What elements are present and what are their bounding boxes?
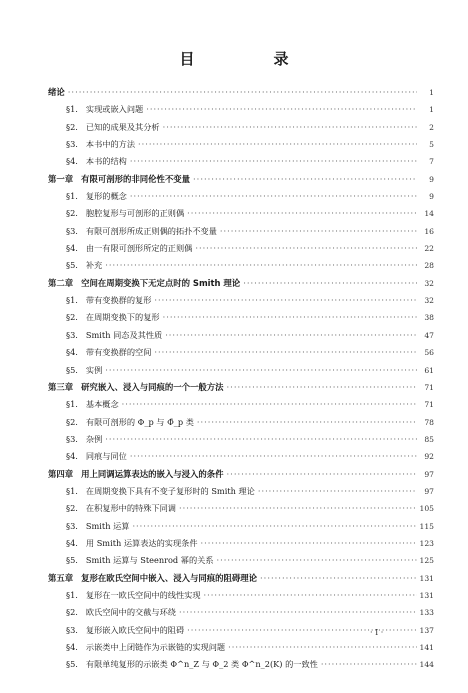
page-number: 133 — [419, 608, 434, 618]
section-title: 复形的概念 — [85, 191, 127, 202]
chapter-title: 绪论 — [48, 87, 65, 97]
section-title: 本书的结构 — [85, 156, 127, 167]
toc-entry-label — [66, 622, 184, 639]
dot-leader — [105, 431, 417, 448]
toc-chapter-row[interactable] — [48, 379, 434, 396]
toc-chapter-row[interactable] — [48, 466, 434, 483]
toc-entry-label — [66, 101, 143, 118]
dot-leader — [228, 639, 416, 656]
toc-section-row[interactable] — [48, 292, 434, 309]
page-number: 141 — [419, 643, 434, 652]
page-number: 32 — [424, 296, 434, 306]
toc-section-row[interactable] — [48, 396, 434, 413]
dot-leader — [201, 535, 417, 552]
section-number: §2. — [66, 121, 78, 132]
page-number: 2 — [429, 122, 434, 132]
section-title: 复形在一欧氏空间中的线性实现 — [85, 589, 201, 600]
chapter-title: 研究嵌入、浸入与同痕的一个一般方法 — [81, 381, 224, 392]
dot-leader — [130, 188, 417, 205]
toc-section-row[interactable] — [48, 344, 434, 361]
dot-leader — [187, 205, 417, 222]
section-number: §4. — [66, 451, 78, 462]
section-number: §3. — [66, 520, 78, 531]
toc-section-row[interactable] — [48, 604, 434, 621]
page-number: 78 — [424, 417, 434, 427]
toc-section-row[interactable] — [48, 309, 434, 326]
chapter-number: 第四章 — [48, 468, 74, 479]
section-number: §5. — [66, 364, 78, 375]
section-title: 本书中的方法 — [85, 139, 136, 150]
toc-section-row[interactable] — [48, 153, 434, 170]
dot-leader — [179, 500, 417, 517]
dot-leader — [130, 448, 417, 465]
dot-leader — [197, 414, 417, 431]
toc-entry-label — [66, 518, 129, 535]
toc-section-row[interactable] — [48, 136, 434, 153]
section-title: 实现或嵌入问题 — [85, 104, 144, 115]
toc-section-row[interactable] — [48, 431, 434, 448]
section-title: 在积复形中的特殊下同调 — [85, 503, 176, 514]
toc-chapter-row[interactable] — [48, 275, 434, 292]
toc-section-row[interactable] — [48, 535, 434, 552]
toc-section-row[interactable] — [48, 552, 434, 569]
chapter-number: 第二章 — [48, 277, 74, 288]
toc-entry-label — [48, 171, 190, 188]
toc-entry-label — [66, 136, 135, 153]
section-number: §2. — [66, 503, 78, 514]
section-title: 示嵌类中上闭链作为示嵌链的实现问题 — [85, 642, 226, 652]
dot-leader — [258, 483, 417, 500]
section-title: 有限可剖形所成正则偶的拓扑不变量 — [85, 225, 217, 236]
toc-entry-label — [66, 188, 127, 205]
section-title: 基本概念 — [85, 399, 119, 410]
dot-leader — [163, 119, 417, 136]
page-number: 125 — [419, 556, 434, 566]
toc-entry-label — [66, 309, 160, 326]
toc-section-row[interactable] — [48, 101, 434, 118]
toc-entry-label — [66, 327, 162, 344]
section-number: §3. — [66, 624, 78, 635]
section-title: 有限可剖形的 Φ_p 与 Φ̃_p 类 — [85, 416, 194, 427]
page-number: 1 — [429, 88, 434, 97]
toc-entry-label — [48, 379, 224, 396]
page-folio: · I · — [370, 628, 384, 637]
dot-leader — [321, 656, 417, 673]
section-title: 欧氏空间中的交截与环绕 — [85, 607, 176, 618]
chapter-number: 第一章 — [48, 173, 74, 184]
toc-section-row[interactable] — [48, 587, 434, 604]
toc-entry-label — [66, 119, 160, 136]
chapter-title: 空间在周期变换下无定点时的 Smith 理论 — [81, 277, 241, 288]
dot-leader — [138, 136, 417, 153]
section-number: §2. — [66, 607, 78, 618]
dot-leader — [195, 240, 417, 257]
dot-leader — [165, 327, 417, 344]
section-number: §4. — [66, 537, 78, 548]
section-number: §2. — [66, 312, 78, 323]
page-number: 28 — [424, 261, 434, 271]
page-number: 123 — [419, 538, 434, 548]
page-number: 71 — [424, 382, 434, 392]
page-number: 47 — [424, 330, 434, 340]
toc-entry-label — [48, 466, 224, 483]
toc-entry-label — [66, 153, 127, 170]
section-number: §5. — [66, 260, 78, 271]
toc-entry-label — [66, 362, 102, 379]
toc-section-row[interactable] — [48, 656, 434, 673]
section-title: 杂例 — [85, 433, 103, 444]
page-number: 5 — [429, 140, 434, 150]
toc-section-row[interactable] — [48, 518, 434, 535]
page-number: 61 — [424, 365, 434, 375]
section-number: §5. — [66, 555, 78, 566]
toc-entry-label — [66, 257, 102, 274]
page-number: 14 — [424, 209, 434, 219]
section-title: 有限单纯复形的示嵌类 Φ^n_Z 与 Φ_2 类 Φ^n_2(K) 的一致性 — [85, 659, 318, 670]
toc-section-row[interactable] — [48, 500, 434, 517]
section-title: 已知的成果及其分析 — [85, 121, 160, 132]
section-title: 实例 — [85, 364, 103, 375]
toc-section-row[interactable] — [48, 257, 434, 274]
dot-leader — [227, 379, 418, 396]
toc-chapter-row[interactable] — [48, 171, 434, 188]
toc-entry-label — [66, 656, 318, 673]
section-title: 同痕与同位 — [85, 451, 127, 462]
toc-section-row[interactable] — [48, 448, 434, 465]
toc-entry-label — [66, 604, 176, 621]
toc-section-row[interactable] — [48, 639, 434, 656]
toc-chapter-row[interactable] — [48, 84, 434, 101]
section-title: 用 Smith 运算表达的实现条件 — [85, 537, 198, 548]
dot-leader — [193, 171, 417, 188]
section-title: 补充 — [85, 260, 103, 271]
page-number: 131 — [419, 590, 434, 600]
page-number: 115 — [419, 521, 434, 531]
section-number: §1. — [66, 589, 78, 600]
page-number: 1 — [429, 105, 434, 115]
section-number: §1. — [66, 191, 78, 202]
dot-leader — [179, 604, 417, 621]
toc-section-row[interactable] — [48, 483, 434, 500]
dot-leader — [105, 257, 417, 274]
dot-leader — [204, 587, 417, 604]
toc-entry-label — [48, 570, 257, 587]
dot-leader — [122, 396, 417, 413]
section-number: §3. — [66, 433, 78, 444]
toc-entry-label — [66, 292, 151, 309]
dot-leader — [163, 309, 417, 326]
section-number: §1. — [66, 399, 78, 410]
page-title: 目 录 — [179, 50, 321, 68]
section-number: §4. — [66, 243, 78, 254]
page-number: 131 — [419, 573, 434, 583]
dot-leader — [260, 570, 417, 587]
section-title: 在周期变换下具有不变子复形时的 Smith 理论 — [85, 485, 255, 496]
page-number: 97 — [424, 469, 434, 479]
chapter-title: 复形在欧氏空间中嵌入、浸入与同痕的阻碍理论 — [81, 572, 257, 583]
dot-leader — [130, 153, 417, 170]
page-number: 56 — [424, 348, 434, 358]
chapter-title: 有限可剖形的非同伦性不变量 — [81, 173, 190, 184]
toc-entry-label — [66, 223, 217, 240]
page-number: 22 — [424, 244, 434, 254]
toc-section-row[interactable] — [48, 188, 434, 205]
page-number: 9 — [429, 192, 434, 202]
section-number: §3. — [66, 329, 78, 340]
chapter-number: 第五章 — [48, 572, 74, 583]
section-title: Smith 运算 — [85, 520, 130, 531]
page-number: 9 — [429, 174, 434, 184]
page-number: 38 — [424, 313, 434, 323]
page-number: 105 — [419, 504, 434, 514]
section-number: §5. — [66, 659, 78, 670]
section-number: §3. — [66, 139, 78, 150]
dot-leader — [154, 344, 417, 361]
section-number: §1. — [66, 104, 78, 115]
toc-entry-label — [66, 483, 255, 500]
page-number: 71 — [424, 400, 434, 410]
chapter-title: 用上同调运算表达的嵌入与浸入的条件 — [81, 468, 224, 479]
section-number: §1. — [66, 295, 78, 306]
section-number: §4. — [66, 347, 78, 358]
toc-entry-label — [66, 414, 194, 431]
section-number: §2. — [66, 208, 78, 219]
page-number: 85 — [424, 434, 434, 444]
section-title: Smith 运算与 Steenrod 幂的关系 — [85, 555, 214, 566]
toc-entry-label — [66, 639, 225, 656]
toc-entry-label — [66, 431, 102, 448]
toc-entry-label — [48, 275, 240, 292]
toc-entry-label — [48, 84, 65, 101]
dot-leader — [146, 101, 417, 118]
dot-leader — [132, 518, 416, 535]
toc-entry-label — [66, 240, 192, 257]
dot-leader — [217, 552, 417, 569]
page-number: 92 — [424, 452, 434, 462]
dot-leader — [105, 362, 417, 379]
section-title: 带有变换群的空间 — [85, 347, 152, 358]
toc-section-row[interactable] — [48, 414, 434, 431]
toc-entry-label — [66, 344, 151, 361]
dot-leader — [243, 275, 417, 292]
section-number: §1. — [66, 485, 78, 496]
chapter-number: 第三章 — [48, 381, 74, 392]
section-title: 复形嵌入欧氏空间中的阻碍 — [85, 624, 185, 635]
page-number: 32 — [424, 278, 434, 288]
page-number: 7 — [429, 157, 434, 167]
section-title: 带有变换群的复形 — [85, 295, 152, 306]
toc-section-row[interactable] — [48, 223, 434, 240]
page-number: 97 — [424, 486, 434, 496]
toc-entry-label — [66, 205, 184, 222]
toc-entry-label — [66, 552, 214, 569]
dot-leader — [68, 84, 417, 101]
page-number: 137 — [419, 625, 434, 635]
section-number: §4. — [66, 642, 78, 652]
toc-chapter-row[interactable] — [48, 570, 434, 587]
toc-section-row[interactable] — [48, 119, 434, 136]
page-number: 144 — [419, 660, 434, 670]
toc-entry-label — [66, 587, 201, 604]
toc-section-row[interactable] — [48, 240, 434, 257]
toc-entry-label — [66, 535, 198, 552]
toc-entry-label — [66, 500, 176, 517]
section-title: 胞腔复形与可剖形的正则偶 — [85, 208, 185, 219]
section-number: §2. — [66, 416, 78, 427]
section-title: Smith 同态及其性质 — [85, 329, 163, 340]
dot-leader — [220, 223, 417, 240]
dot-leader — [227, 466, 418, 483]
toc-section-row[interactable] — [48, 327, 434, 344]
toc-entry-label — [66, 448, 127, 465]
table-of-contents — [48, 84, 434, 674]
section-number: §3. — [66, 225, 78, 236]
dot-leader — [154, 292, 417, 309]
section-title: 由一有限可剖形所定的正则偶 — [85, 243, 193, 254]
section-number: §4. — [66, 156, 78, 167]
section-title: 在周期变换下的复形 — [85, 312, 160, 323]
toc-entry-label — [66, 396, 119, 413]
page-number: 16 — [424, 226, 434, 236]
toc-section-row[interactable] — [48, 205, 434, 222]
toc-section-row[interactable] — [48, 362, 434, 379]
